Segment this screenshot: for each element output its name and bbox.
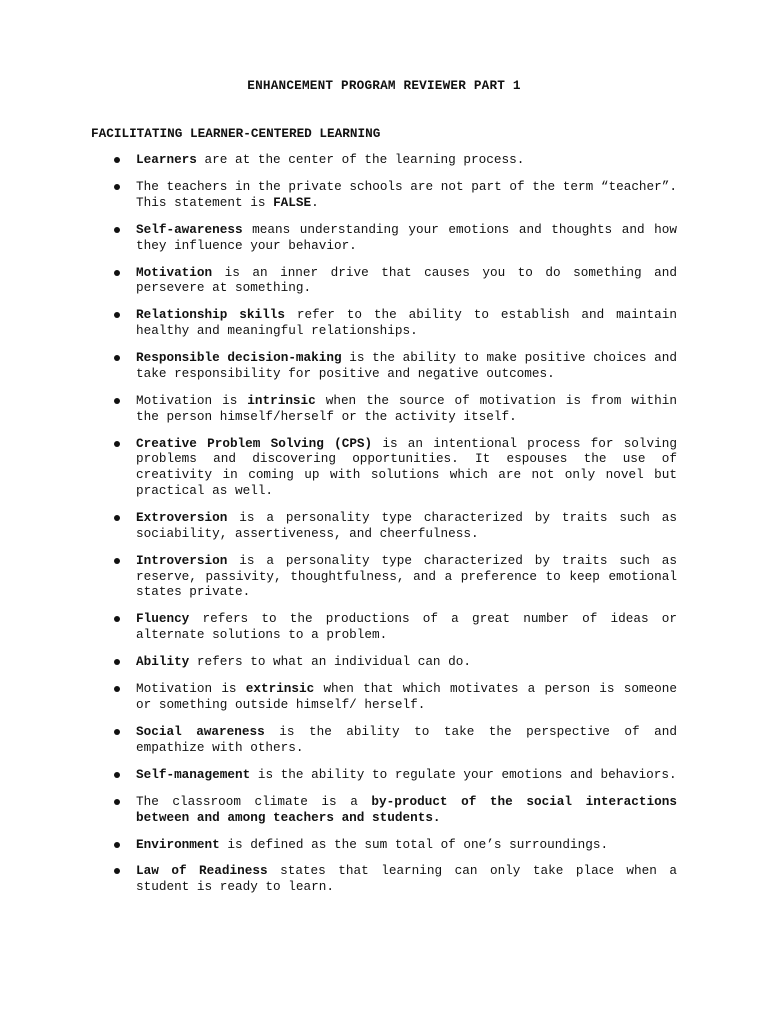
list-item: Relationship skills refer to the ability to establish and maintain healthy and meaningful relationships. <box>136 307 677 339</box>
bullet-icon <box>114 184 120 190</box>
list-item: Law of Readiness states that learning can only take place when a student is ready to learn. <box>136 863 677 895</box>
list-item: Responsible decision-making is the ability to make positive choices and take responsibility for positive and negative outcomes. <box>136 350 677 382</box>
list-item: Environment is defined as the sum total of one’s surroundings. <box>136 837 677 853</box>
list-item: The classroom climate is a by-product of the social interactions between and among teachers and students. <box>136 794 677 826</box>
bullet-icon <box>114 270 120 276</box>
bullet-icon <box>114 616 120 622</box>
bullet-icon <box>114 772 120 778</box>
list-item: Motivation is intrinsic when the source of motivation is from within the person himself/herself or the activity itself. <box>136 393 677 425</box>
list-item: Creative Problem Solving (CPS) is an intentional process for solving problems and discovering opportunities. It espouses the use of creativity in coming up with solutions which are not only novel but practical as well. <box>136 436 677 499</box>
section-heading: FACILITATING LEARNER-CENTERED LEARNING <box>91 126 381 141</box>
list-item: Ability refers to what an individual can do. <box>136 654 677 670</box>
bullet-icon <box>114 398 120 404</box>
list-item: Self-management is the ability to regulate your emotions and behaviors. <box>136 767 677 783</box>
list-item: Learners are at the center of the learning process. <box>136 152 677 168</box>
bullet-icon <box>114 842 120 848</box>
bullet-icon <box>114 868 120 874</box>
list-item: Motivation is extrinsic when that which motivates a person is someone or something outside himself/ herself. <box>136 681 677 713</box>
bullet-icon <box>114 355 120 361</box>
bullet-icon <box>114 157 120 163</box>
list-item: Introversion is a personality type characterized by traits such as reserve, passivity, thoughtfulness, and a preference to keep emotional states private. <box>136 553 677 600</box>
bullet-icon <box>114 659 120 665</box>
list-item: The teachers in the private schools are not part of the term “teacher”. This statement is FALSE. <box>136 179 677 211</box>
bullet-icon <box>114 515 120 521</box>
list-item: Social awareness is the ability to take the perspective of and empathize with others. <box>136 724 677 756</box>
bullet-icon <box>114 227 120 233</box>
bullet-icon <box>114 441 120 447</box>
list-item: Fluency refers to the productions of a great number of ideas or alternate solutions to a problem. <box>136 611 677 643</box>
bullet-icon <box>114 799 120 805</box>
bullet-list <box>0 152 768 906</box>
list-item: Self-awareness means understanding your emotions and thoughts and how they influence your behavior. <box>136 222 677 254</box>
bullet-icon <box>114 686 120 692</box>
bullet-icon <box>114 312 120 318</box>
document-title: ENHANCEMENT PROGRAM REVIEWER PART 1 <box>247 78 521 93</box>
bullet-icon <box>114 558 120 564</box>
list-item: Extroversion is a personality type characterized by traits such as sociability, assertiveness, and cheerfulness. <box>136 510 677 542</box>
bullet-icon <box>114 729 120 735</box>
list-item: Motivation is an inner drive that causes you to do something and persevere at something. <box>136 265 677 297</box>
